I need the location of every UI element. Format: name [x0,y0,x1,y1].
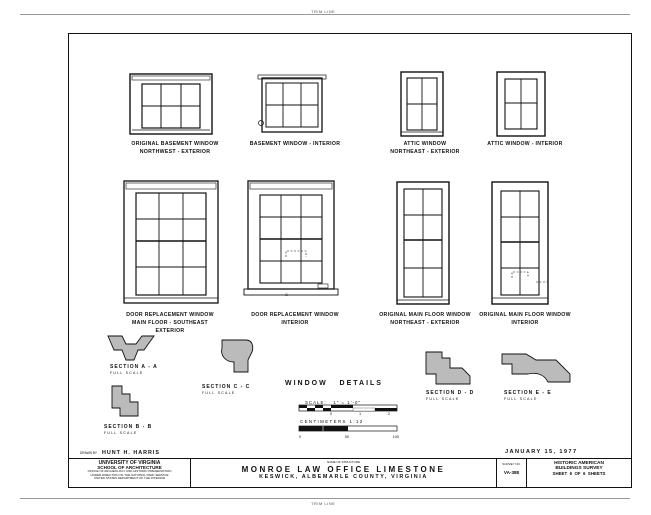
scale-bar-cm [299,426,397,434]
delineator-label: DRAWN BY [80,451,98,455]
survey-label: SURVEY NO. [502,462,521,466]
delineator-name: HUNT H. HARRIS [102,450,161,456]
trim-line-bottom [20,498,630,499]
section-d-title: SECTION D - D [426,390,475,396]
section-d-scale: FULL SCALE [426,397,460,401]
caption-door-replacement-exterior: DOOR REPLACEMENT WINDOW MAIN FLOOR - SOUTHEAST EXTERIOR [126,312,214,334]
title-block-project [191,459,497,488]
feet-tick-0: 0 [330,412,333,416]
caption-main-floor-exterior: ORIGINAL MAIN FLOOR WINDOW NORTHEAST - EXTERIOR [379,312,471,326]
title-block-survey [497,459,527,488]
org-line-4: UNDER DIRECTION OF THE NATIONAL PARK SERVICE [90,472,169,477]
section-d-profile [424,350,474,386]
section-b-title: SECTION B - B [104,424,153,430]
section-a-profile [106,332,156,364]
title-block [69,458,631,488]
drawing-date: JANUARY 15, 1977 [505,449,578,455]
scale-feet-ticks [330,412,390,416]
window-main-floor-interior [492,182,554,306]
project-location: KESWICK, ALBEMARLE COUNTY, VIRGINIA [259,473,428,480]
section-a-title: SECTION A - A [110,364,158,370]
window-basement-exterior [130,74,215,136]
section-e-scale: FULL SCALE [504,397,538,401]
caption-attic-interior: ATTIC WINDOW - INTERIOR [487,141,563,147]
trim-line-top-label: TRIM LINE [311,9,336,14]
caption-attic-exterior: ATTIC WINDOW NORTHEAST - EXTERIOR [390,141,460,155]
section-marker-c: C [285,292,288,297]
section-b-scale: FULL SCALE [104,431,138,435]
survey-number: VA-388 [503,469,520,475]
section-c-title: SECTION C - C [202,384,251,390]
cm-tick-0: 0 [299,435,302,439]
scale-cm-label: CENTIMETERS 1:12 [300,419,364,424]
agency-line-2: BUILDINGS SURVEY [555,465,603,471]
drawing-title: WINDOW DETAILS [285,380,383,387]
window-door-replacement-exterior [124,181,220,305]
trim-line-top [20,14,630,15]
caption-main-floor-interior: ORIGINAL MAIN FLOOR WINDOW INTERIOR [479,312,571,326]
scale-label: SCALE: 1" = 1'-0" [305,400,362,405]
caption-basement-interior: BASEMENT WINDOW - INTERIOR [249,141,341,147]
title-block-org [69,459,191,488]
window-basement-interior [258,75,330,137]
section-e-label [504,390,552,402]
org-line-5: UNITED STATES DEPARTMENT OF THE INTERIOR [93,476,166,481]
cm-tick-100: 100 [392,435,399,439]
section-c-profile [214,336,258,376]
window-attic-exterior [401,72,445,138]
feet-tick-1: 1 [358,412,362,416]
section-a-label [110,364,158,376]
cm-tick-50: 50 [344,435,349,439]
section-e-profile [500,350,572,386]
project-name: MONROE LAW OFFICE LIMESTONE [241,464,446,474]
org-line-2: SCHOOL OF ARCHITECTURE [97,464,162,470]
scale-cm-ticks [299,435,399,439]
sheet-number: SHEET 6 OF 6 SHEETS [552,471,606,476]
agency-line-1: HISTORIC AMERICAN [554,461,604,466]
caption-basement-exterior: ORIGINAL BASEMENT WINDOW NORTHWEST - EXTERIOR [131,141,219,155]
section-c-label [202,384,250,396]
section-e-title: SECTION E - E [504,390,552,396]
section-b-profile [108,384,148,420]
structure-label: NAME OF STRUCTURE [327,460,360,464]
window-door-replacement-interior [246,181,340,305]
org-line-1: UNIVERSITY OF VIRGINIA [98,460,161,466]
section-a-scale: FULL SCALE [110,371,144,375]
window-attic-interior [497,72,547,138]
org-line-3: OFFICE OF ARCHEOLOGY AND HISTORIC PRESERVATION [87,469,172,473]
feet-tick-2: 2 [387,412,390,416]
caption-door-replacement-interior: DOOR REPLACEMENT WINDOW INTERIOR [251,312,339,326]
title-block-agency [527,459,631,488]
section-d-label [426,390,474,402]
trim-line-bottom-label: TRIM LINE [311,501,336,506]
section-b-label [104,424,152,436]
window-main-floor-exterior [397,182,451,306]
section-c-scale: FULL SCALE [202,391,236,395]
